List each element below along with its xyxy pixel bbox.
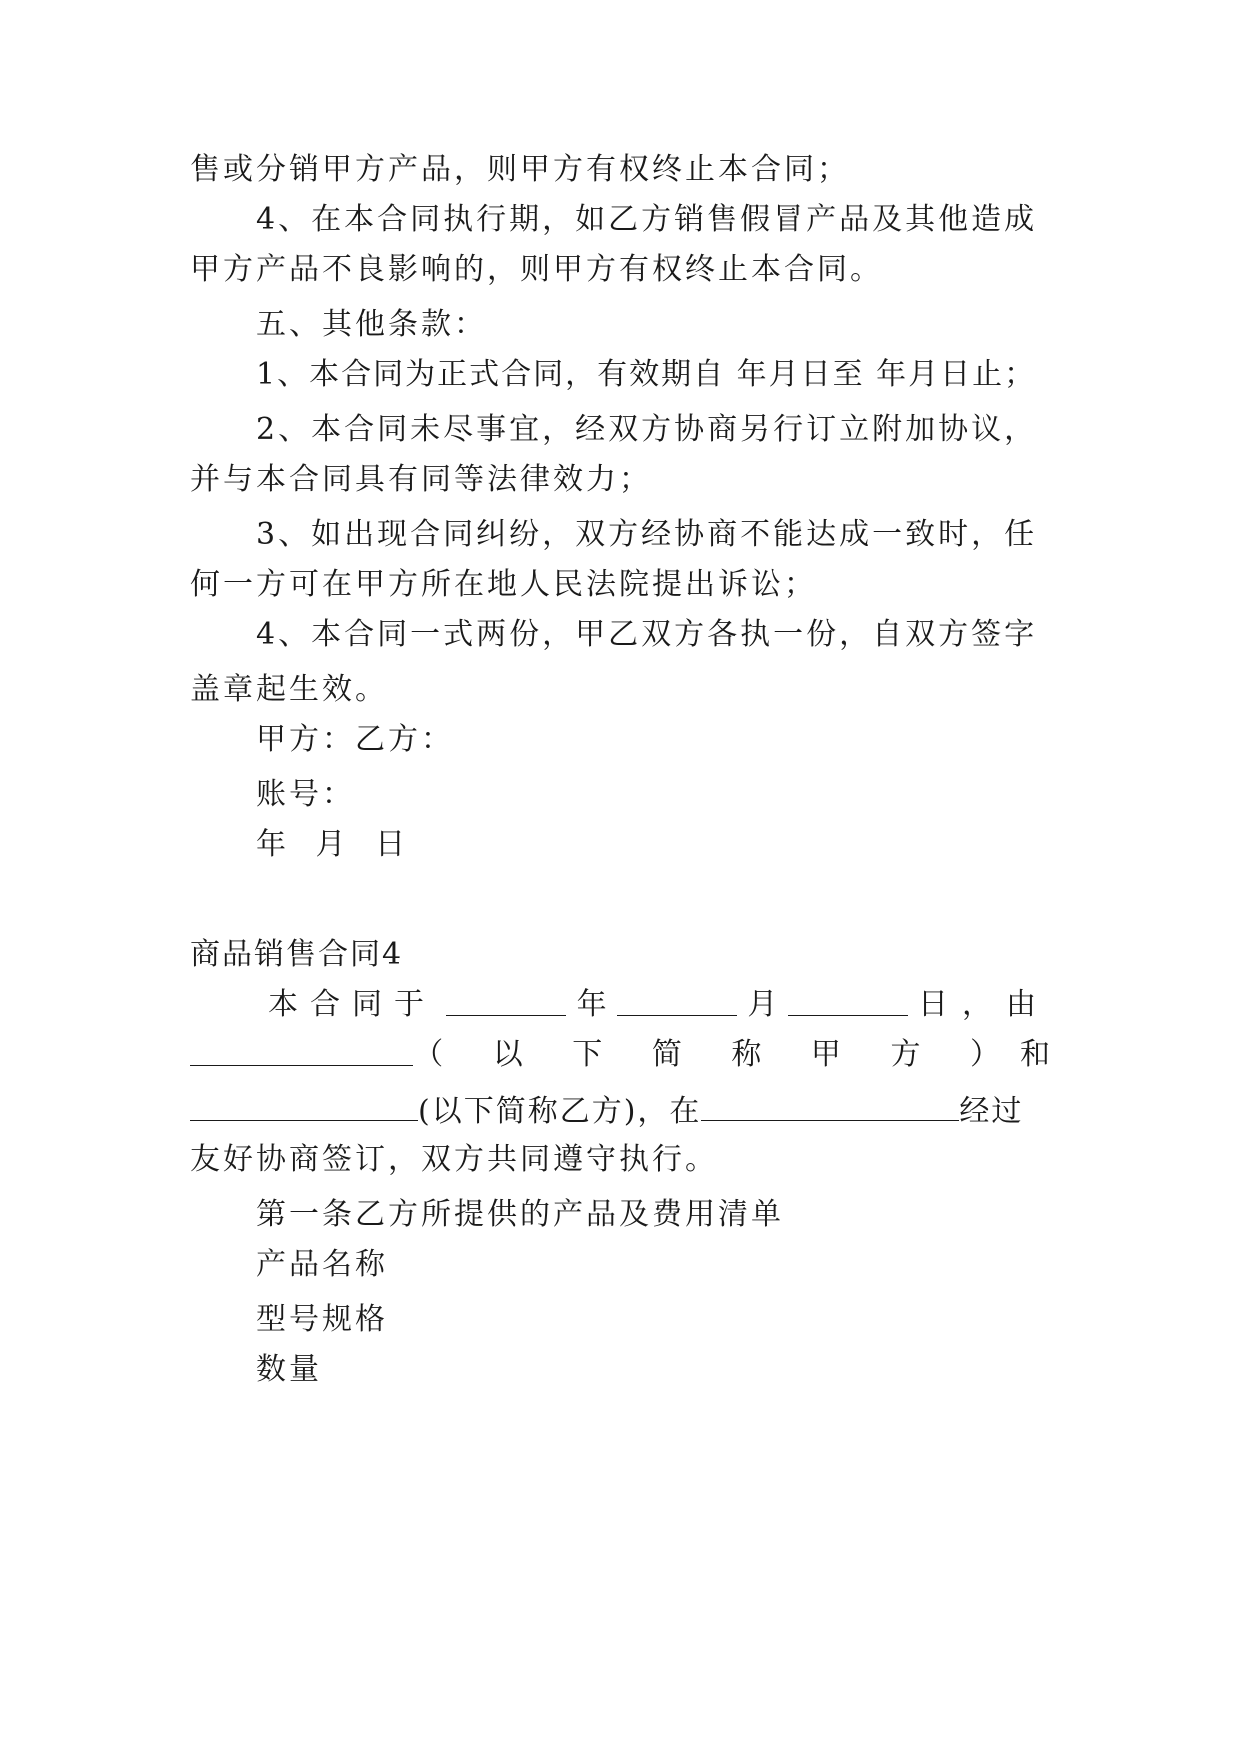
text-line: 何一方可在甲方所在地人民法院提出诉讼； xyxy=(190,567,817,602)
text-line: 1、本合同为正式合同，有效期自 年月日至 年月日止； xyxy=(256,357,1037,392)
intro-text: (以下简称乙方)，在 xyxy=(418,1094,702,1129)
text-line: 4、在本合同执行期，如乙方销售假冒产品及其他造成 xyxy=(256,202,1038,237)
blank-field xyxy=(701,1090,959,1121)
intro-text: 和 xyxy=(1020,1037,1050,1072)
text-line: 甲方产品不良影响的，则甲方有权终止本合同。 xyxy=(190,252,883,287)
intro-text: 年 xyxy=(576,987,607,1022)
blank-field xyxy=(617,985,737,1016)
text-line: 盖章起生效。 xyxy=(190,672,388,707)
text-line: 4、本合同一式两份，甲乙双方各执一份，自双方签字 xyxy=(256,617,1038,652)
blank-field xyxy=(788,985,908,1016)
text-line: 售或分销甲方产品，则甲方有权终止本合同； xyxy=(190,152,850,187)
blank-field xyxy=(190,1090,418,1121)
intro-text: 经过 xyxy=(959,1094,1024,1129)
section-title: 商品销售合同4 xyxy=(190,937,404,972)
intro-text: 日，由 xyxy=(917,987,1050,1022)
account-label: 账号： xyxy=(256,777,355,812)
signature-parties: 甲方：乙方： xyxy=(256,722,454,757)
text-line: 并与本合同具有同等法律效力； xyxy=(190,462,652,497)
intro-text: 本合同于 xyxy=(268,987,436,1022)
blank-field xyxy=(190,1035,413,1066)
intro-line-3 xyxy=(190,1090,1050,1130)
intro-line-1 xyxy=(268,985,1050,1025)
blank-field xyxy=(446,985,566,1016)
clause-title: 第一条乙方所提供的产品及费用清单 xyxy=(256,1197,784,1232)
field-label: 数量 xyxy=(256,1352,322,1387)
field-label: 产品名称 xyxy=(256,1247,388,1282)
date-line: 年 月 日 xyxy=(256,827,416,862)
text-line: 2、本合同未尽事宜，经双方协商另行订立附加协议， xyxy=(256,412,1038,447)
field-label: 型号规格 xyxy=(256,1302,388,1337)
text-line: 3、如出现合同纠纷，双方经协商不能达成一致时，任 xyxy=(256,517,1038,552)
intro-line-4: 友好协商签订，双方共同遵守执行。 xyxy=(190,1142,718,1177)
intro-line-2 xyxy=(190,1035,1050,1075)
intro-text: 月 xyxy=(747,987,778,1022)
intro-text: （ 以 下 简 称 甲 方 ） xyxy=(413,1037,1020,1072)
section-heading: 五、其他条款： xyxy=(256,307,487,342)
